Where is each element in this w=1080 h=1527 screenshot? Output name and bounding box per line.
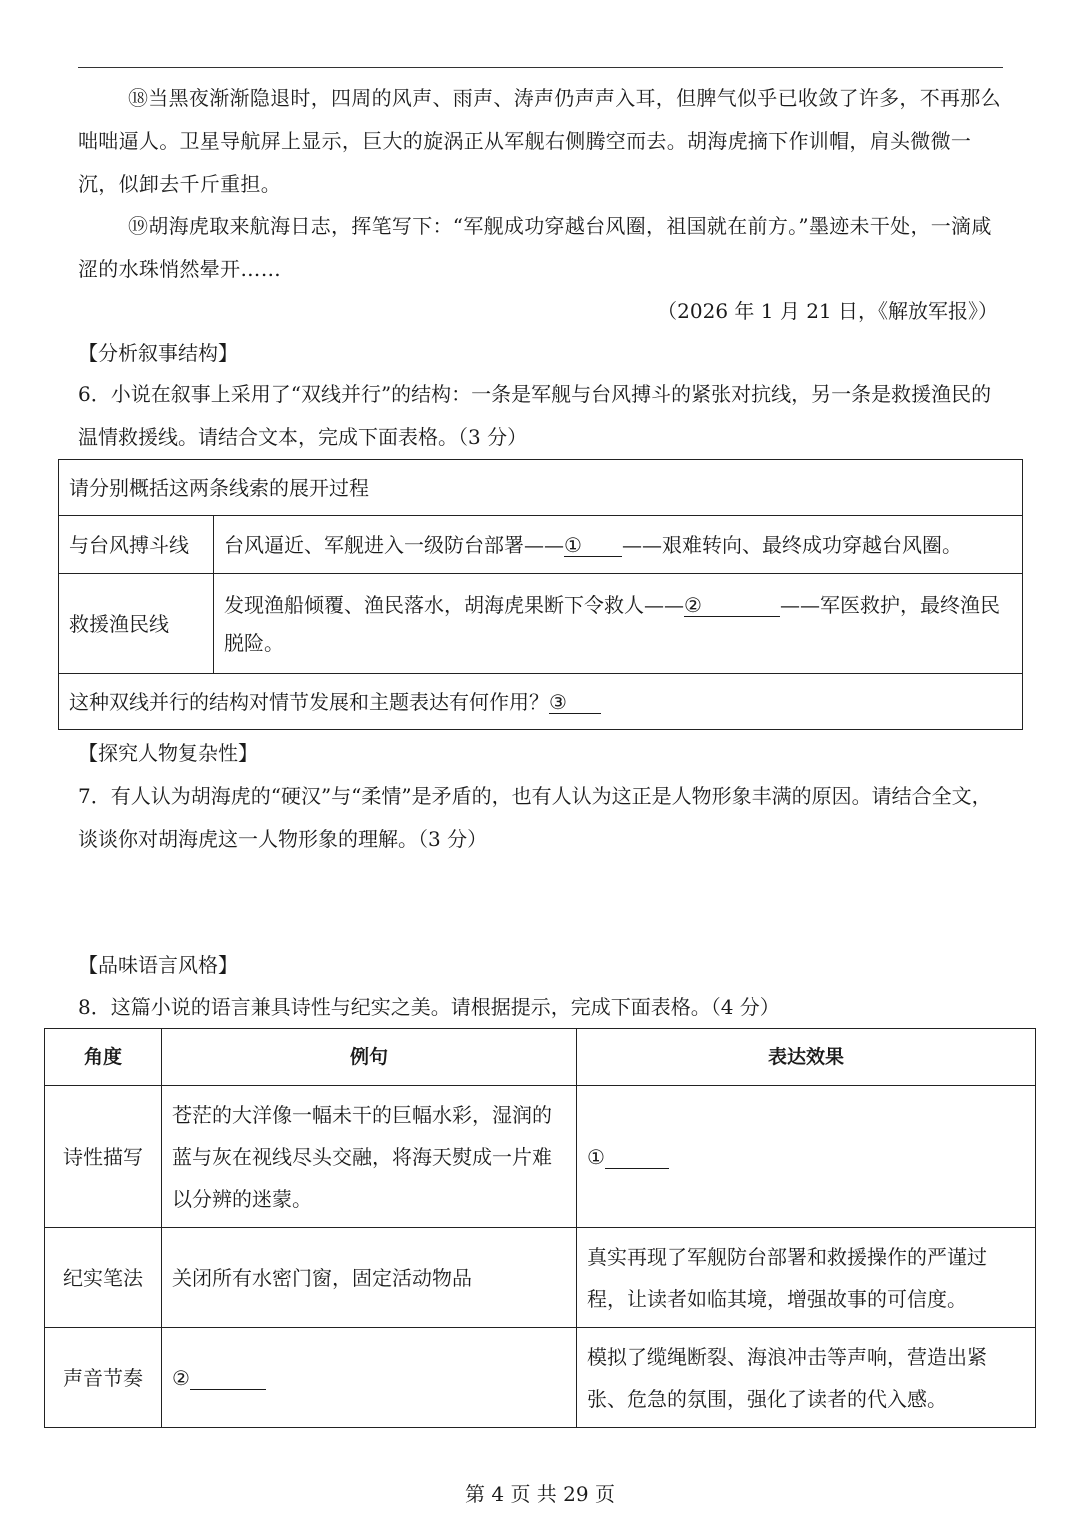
q8-row3-angle: 声音节奏 bbox=[45, 1328, 162, 1428]
q8-row2-effect: 真实再现了军舰防台部署和救援操作的严谨过程，让读者如临其境，增强故事的可信度。 bbox=[577, 1228, 1036, 1328]
q8-row1-example: 苍茫的大洋像一幅未干的巨幅水彩，湿润的蓝与灰在视线尽头交融，将海天熨成一片难以分辨的迷蒙。 bbox=[162, 1086, 577, 1228]
question-7-text: 7．有人认为胡海虎的“硬汉”与“柔情”是矛盾的，也有人认为这正是人物形象丰满的原因。请结合全文，谈谈你对胡海虎这一人物形象的理解。（3 分） bbox=[78, 784, 992, 851]
q6-row1-pre: 台风逼近、军舰进入一级防台部署—— bbox=[224, 532, 564, 557]
q6-row2-pre: 发现渔船倾覆、渔民落水，胡海虎果断下令救人—— bbox=[224, 592, 684, 617]
q8-row2-angle: 纪实笔法 bbox=[45, 1228, 162, 1328]
q6-row1-content bbox=[214, 516, 1023, 574]
q8-table bbox=[44, 1028, 1036, 1428]
source-citation: （2026 年 1 月 21 日，《解放军报》） bbox=[657, 299, 998, 323]
q8-blank-1-line[interactable] bbox=[605, 1146, 669, 1169]
q8-row3-effect: 模拟了缆绳断裂、海浪冲击等声响，营造出紧张、危急的氛围，强化了读者的代入感。 bbox=[577, 1328, 1036, 1428]
header-rule bbox=[78, 67, 1003, 68]
section-heading-q7: 【探究人物复杂性】 bbox=[78, 741, 258, 765]
paragraph-18: ⑱当黑夜渐渐隐退时，四周的风声、雨声、涛声仍声声入耳，但脾气似乎已收敛了许多，不再那么咄咄逼人。卫星导航屏上显示，巨大的旋涡正从军舰右侧腾空而去。胡海虎摘下作训帽，肩头微微一沉，似卸去千斤重担。 bbox=[78, 86, 1001, 196]
q8-row2-example: 关闭所有水密门窗，固定活动物品 bbox=[162, 1228, 577, 1328]
page-number: 第 4 页 共 29 页 bbox=[465, 1482, 615, 1506]
q6-blank-2[interactable]: ② bbox=[684, 594, 780, 617]
q6-row2-label: 救援渔民线 bbox=[59, 574, 214, 674]
paragraph-19: ⑲胡海虎取来航海日志，挥笔写下：“军舰成功穿越台风圈，祖国就在前方。”墨迹未干处，一滴咸涩的水珠悄然晕开…… bbox=[78, 214, 992, 281]
q6-row1-label: 与台风搏斗线 bbox=[59, 516, 214, 574]
q8-blank-2-line[interactable] bbox=[190, 1367, 266, 1390]
q8-header-angle: 角度 bbox=[45, 1029, 162, 1086]
question-6-text: 6．小说在叙事上采用了“双线并行”的结构：一条是军舰与台风搏斗的紧张对抗线，另一条是救援渔民的温情救援线。请结合文本，完成下面表格。（3 分） bbox=[78, 382, 992, 449]
q8-blank-1[interactable]: ① bbox=[587, 1144, 605, 1169]
q6-row2-post: ——军医救护，最终渔民脱险。 bbox=[224, 592, 1000, 655]
q6-table-footer bbox=[59, 674, 1023, 730]
q8-header-example: 例句 bbox=[162, 1029, 577, 1086]
q6-table bbox=[58, 459, 1023, 730]
q6-table-header: 请分别概括这两条线索的展开过程 bbox=[59, 460, 1023, 516]
q6-row1-post: ——艰难转向、最终成功穿越台风圈。 bbox=[622, 532, 962, 557]
question-8-text: 8．这篇小说的语言兼具诗性与纪实之美。请根据提示，完成下面表格。（4 分） bbox=[78, 995, 780, 1019]
q6-blank-1[interactable]: ① bbox=[564, 534, 622, 557]
q8-row1-effect-cell bbox=[577, 1086, 1036, 1228]
q8-row3-example-cell bbox=[162, 1328, 577, 1428]
q6-footer-text: 这种双线并行的结构对情节发展和主题表达有何作用？ bbox=[69, 689, 549, 714]
section-heading-q6: 【分析叙事结构】 bbox=[78, 341, 238, 365]
q8-header-effect: 表达效果 bbox=[577, 1029, 1036, 1086]
section-heading-q8: 【品味语言风格】 bbox=[78, 953, 238, 977]
q6-row2-content bbox=[214, 574, 1023, 674]
q8-blank-2[interactable]: ② bbox=[172, 1365, 190, 1390]
q8-row1-angle: 诗性描写 bbox=[45, 1086, 162, 1228]
q6-blank-3[interactable]: ③ bbox=[549, 691, 601, 714]
